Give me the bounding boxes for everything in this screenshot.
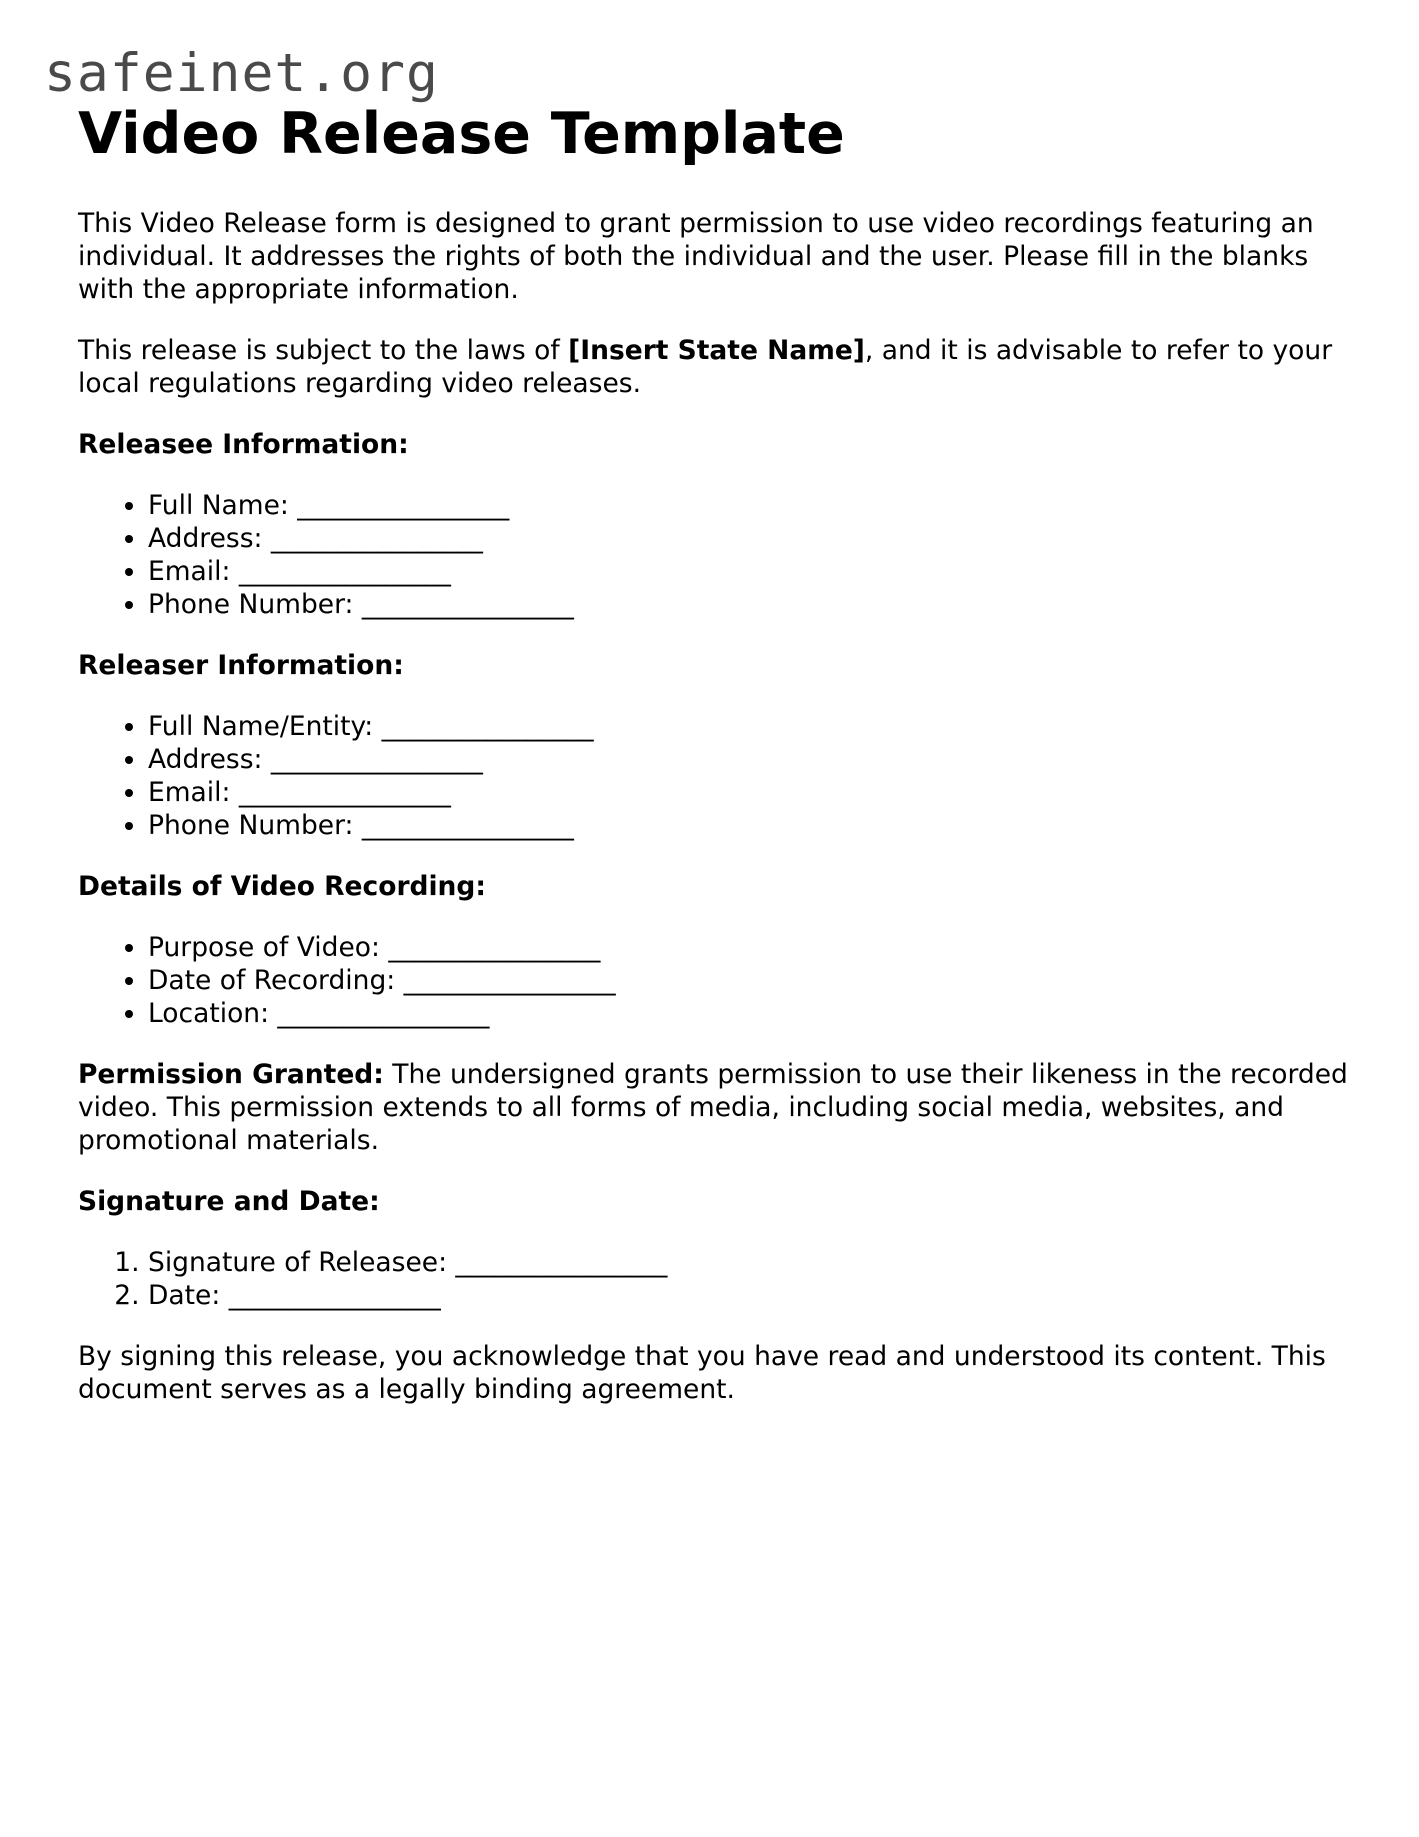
releasee-phone-field: • Phone Number: ________________ bbox=[148, 588, 1348, 621]
law-text-after: , and it is advisable to refer to your local regulations regarding video releases. bbox=[78, 335, 1333, 399]
signature-list bbox=[78, 1246, 1348, 1312]
document bbox=[78, 98, 1348, 1406]
signature-heading: Signature and Date: bbox=[78, 1186, 380, 1217]
closing-paragraph: By signing this release, you acknowledge that you have read and understood its content. This document serves as a legally binding agreement. bbox=[78, 1341, 1326, 1405]
video-location-field: • Location: ________________ bbox=[148, 997, 1348, 1030]
releasee-heading: Releasee Information: bbox=[78, 429, 409, 460]
intro-paragraph: This Video Release form is designed to grant permission to use video recordings featuring an individual. It addresses the rights of both the individual and the user. Please fill in the blanks with the appropriate information. bbox=[78, 208, 1314, 305]
releasee-email-field: • Email: ________________ bbox=[148, 555, 1348, 588]
video-details-list bbox=[78, 931, 1348, 1030]
releaser-phone-field: • Phone Number: ________________ bbox=[148, 809, 1348, 842]
signature-date-field: 2. Date: ________________ bbox=[148, 1279, 1348, 1312]
signature-field: 1. Signature of Releasee: ________________ bbox=[148, 1246, 1348, 1279]
law-text-before: This release is subject to the laws of bbox=[78, 335, 569, 366]
releaser-email-field: • Email: ________________ bbox=[148, 776, 1348, 809]
governing-law-paragraph bbox=[78, 334, 1348, 400]
permission-text: The undersigned grants permission to use their likeness in the recorded video. This permission extends to all forms of media, including social media, websites, and promotional materials. bbox=[78, 1059, 1348, 1156]
releaser-heading: Releaser Information: bbox=[78, 650, 404, 681]
state-placeholder: [Insert State Name] bbox=[568, 335, 865, 366]
video-purpose-field: • Purpose of Video: ________________ bbox=[148, 931, 1348, 964]
releaser-address-field: • Address: ________________ bbox=[148, 743, 1348, 776]
document-title: Video Release Template bbox=[78, 101, 845, 167]
permission-paragraph bbox=[78, 1058, 1348, 1157]
releasee-address-field: • Address: ________________ bbox=[148, 522, 1348, 555]
video-details-heading: Details of Video Recording: bbox=[78, 871, 486, 902]
permission-label: Permission Granted: bbox=[78, 1059, 384, 1090]
releasee-list bbox=[78, 489, 1348, 621]
releaser-full-name-field: • Full Name/Entity: ________________ bbox=[148, 710, 1348, 743]
releaser-list bbox=[78, 710, 1348, 842]
releasee-full-name-field: • Full Name: ________________ bbox=[148, 489, 1348, 522]
video-date-field: • Date of Recording: ________________ bbox=[148, 964, 1348, 997]
watermark: safeinet.org bbox=[44, 43, 439, 104]
